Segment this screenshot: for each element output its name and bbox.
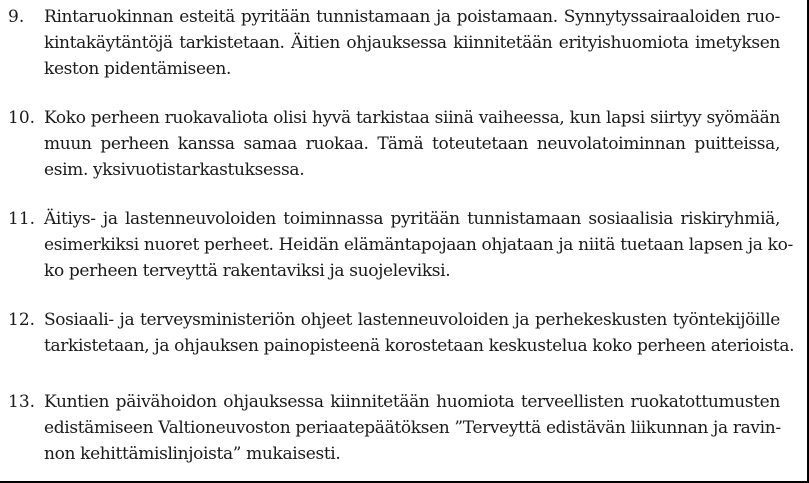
text-line: non kehittämislinjoista” mukaisesti. [44, 444, 341, 464]
text-line: ko perheen terveyttä rakentaviksi ja suojeleviksi. [44, 261, 451, 281]
item-text [44, 389, 780, 467]
item-text [44, 105, 780, 183]
item-text [44, 4, 780, 82]
text-line: Koko perheen ruokavaliota olisi hyvä tarkistaa siinä vaiheessa, kun lapsi siirtyy syömään [44, 108, 780, 128]
text-line: Rintaruokinnan esteitä pyritään tunnistamaan ja poistamaan. Synnytyssairaaloiden ruo- [44, 7, 780, 27]
text-line: esim. yksivuotistarkastuksessa. [44, 160, 305, 180]
item-number: 9. [8, 7, 25, 27]
text-line: kintakäytäntöjä tarkistetaan. Äitien ohjauksessa kiinnitetään erityishuomiota imetyksen [44, 33, 780, 53]
item-text [44, 307, 795, 359]
text-line: Sosiaali- ja terveysministeriön ohjeet lastenneuvoloiden ja perhekeskusten työntekijöille [44, 310, 780, 330]
text-line: muun perheen kanssa samaa ruokaa. Tämä toteutetaan neuvolatoiminnan puitteissa, [44, 134, 780, 154]
text-line: edistämiseen Valtioneuvoston periaatepäätöksen ”Terveyttä edistävän liikunnan ja ravin- [44, 418, 781, 438]
text-line: Äitiys- ja lastenneuvoloiden toiminnassa pyritään tunnistamaan sosiaalisia riskiryhmiä, [44, 209, 780, 229]
item-number: 10. [8, 108, 36, 128]
item-number: 11. [8, 209, 36, 229]
item-text [44, 206, 793, 284]
text-line: tarkistetaan, ja ohjauksen painopisteenä korostetaan keskustelua koko perheen aterioista. [44, 336, 795, 356]
item-number: 13. [8, 392, 36, 412]
text-line: keston pidentämiseen. [44, 59, 232, 79]
item-number: 12. [8, 310, 36, 330]
text-line: Kuntien päivähoidon ohjauksessa kiinnitetään huomiota terveellisten ruokatottumusten [44, 392, 780, 412]
text-line: esimerkiksi nuoret perheet. Heidän elämäntapojaan ohjataan ja niitä tuetaan lapsen ja ko- [44, 235, 793, 255]
